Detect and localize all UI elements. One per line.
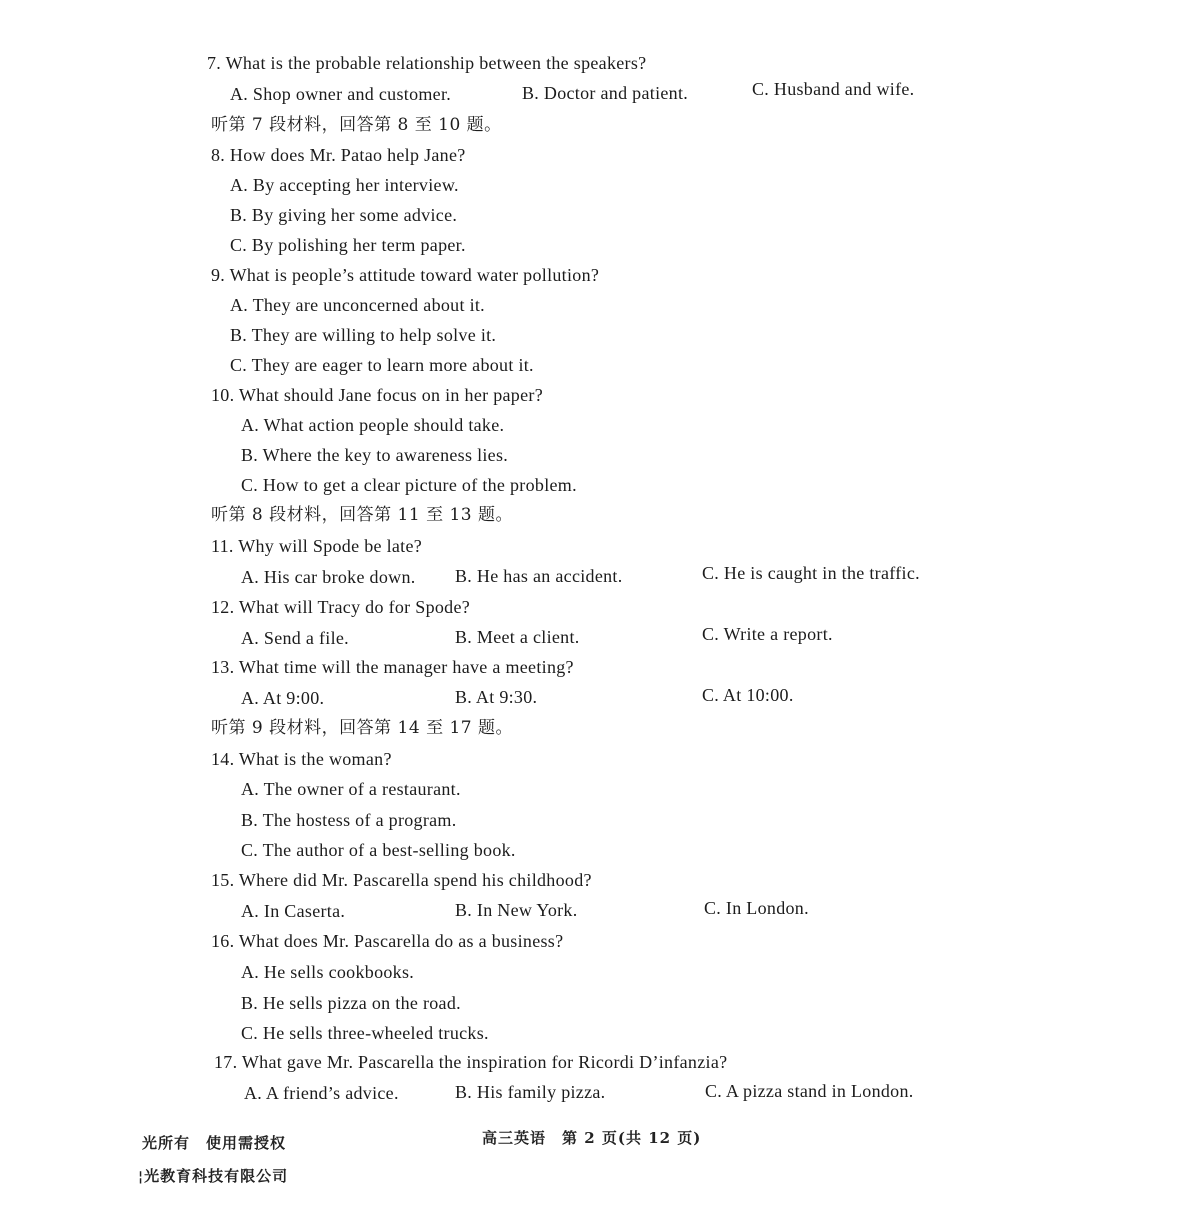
option-10b: B. Where the key to awareness lies. [241,445,509,465]
option-10a: A. What action people should take. [241,415,505,435]
question-11: 11. Why will Spode be late? [211,536,423,556]
question-17: 17. What gave Mr. Pascarella the inspiration for Ricordi D’infanzia? [214,1052,728,1072]
option-11c: C. He is caught in the traffic. [702,563,920,583]
option-7b: B. Doctor and patient. [522,83,689,103]
option-11b: B. He has an accident. [455,566,623,586]
option-8b: B. By giving her some advice. [230,205,458,225]
option-15a: A. In Caserta. [241,901,346,921]
option-9b: B. They are willing to help solve it. [230,325,497,345]
question-15: 15. Where did Mr. Pascarella spend his childhood? [211,870,592,890]
question-10: 10. What should Jane focus on in her paper? [211,385,543,405]
footer-page-number: 高三英语 第 2 页(共 12 页) [482,1129,702,1147]
option-7a: A. Shop owner and customer. [230,84,452,104]
option-13b: B. At 9:30. [455,687,538,707]
option-8c: C. By polishing her term paper. [230,235,466,255]
footer-company-mark: ¦ [138,1169,145,1185]
section-header-8: 听第 8 段材料，回答第 11 至 13 题。 [211,505,514,525]
question-13: 13. What time will the manager have a meeting? [211,657,574,677]
question-7: 7. What is the probable relationship between the speakers? [207,53,647,73]
question-8: 8. How does Mr. Patao help Jane? [211,145,466,165]
question-16: 16. What does Mr. Pascarella do as a business? [211,931,564,951]
option-14c: C. The author of a best-selling book. [241,840,516,860]
footer-company [138,1165,288,1186]
section-header-7: 听第 7 段材料，回答第 8 至 10 题。 [211,115,502,135]
option-17a: A. A friend’s advice. [244,1083,399,1103]
option-14a: A. The owner of a restaurant. [241,779,461,799]
option-16c: C. He sells three-wheeled trucks. [241,1023,489,1043]
option-17b: B. His family pizza. [455,1082,606,1102]
option-12b: B. Meet a client. [455,627,580,647]
option-13a: A. At 9:00. [241,688,325,708]
option-13c: C. At 10:00. [702,685,794,705]
option-11a: A. His car broke down. [241,567,416,587]
question-9: 9. What is people’s attitude toward water pollution? [211,265,600,285]
option-12c: C. Write a report. [702,624,833,644]
option-7c: C. Husband and wife. [752,79,915,99]
option-10c: C. How to get a clear picture of the problem. [241,475,577,495]
question-14: 14. What is the woman? [211,749,392,769]
option-9c: C. They are eager to learn more about it. [230,355,534,375]
option-17c: C. A pizza stand in London. [705,1081,914,1101]
option-9a: A. They are unconcerned about it. [230,295,485,315]
option-16b: B. He sells pizza on the road. [241,993,461,1013]
footer-company-name: 光教育科技有限公司 [144,1167,289,1185]
section-header-9: 听第 9 段材料，回答第 14 至 17 题。 [211,718,514,738]
option-14b: B. The hostess of a program. [241,810,457,830]
footer-copyright: 光所有 使用需授权 [142,1134,287,1152]
option-15c: C. In London. [704,898,809,918]
question-12: 12. What will Tracy do for Spode? [211,597,471,617]
option-15b: B. In New York. [455,900,578,920]
option-12a: A. Send a file. [241,628,349,648]
option-8a: A. By accepting her interview. [230,175,459,195]
option-16a: A. He sells cookbooks. [241,962,415,982]
